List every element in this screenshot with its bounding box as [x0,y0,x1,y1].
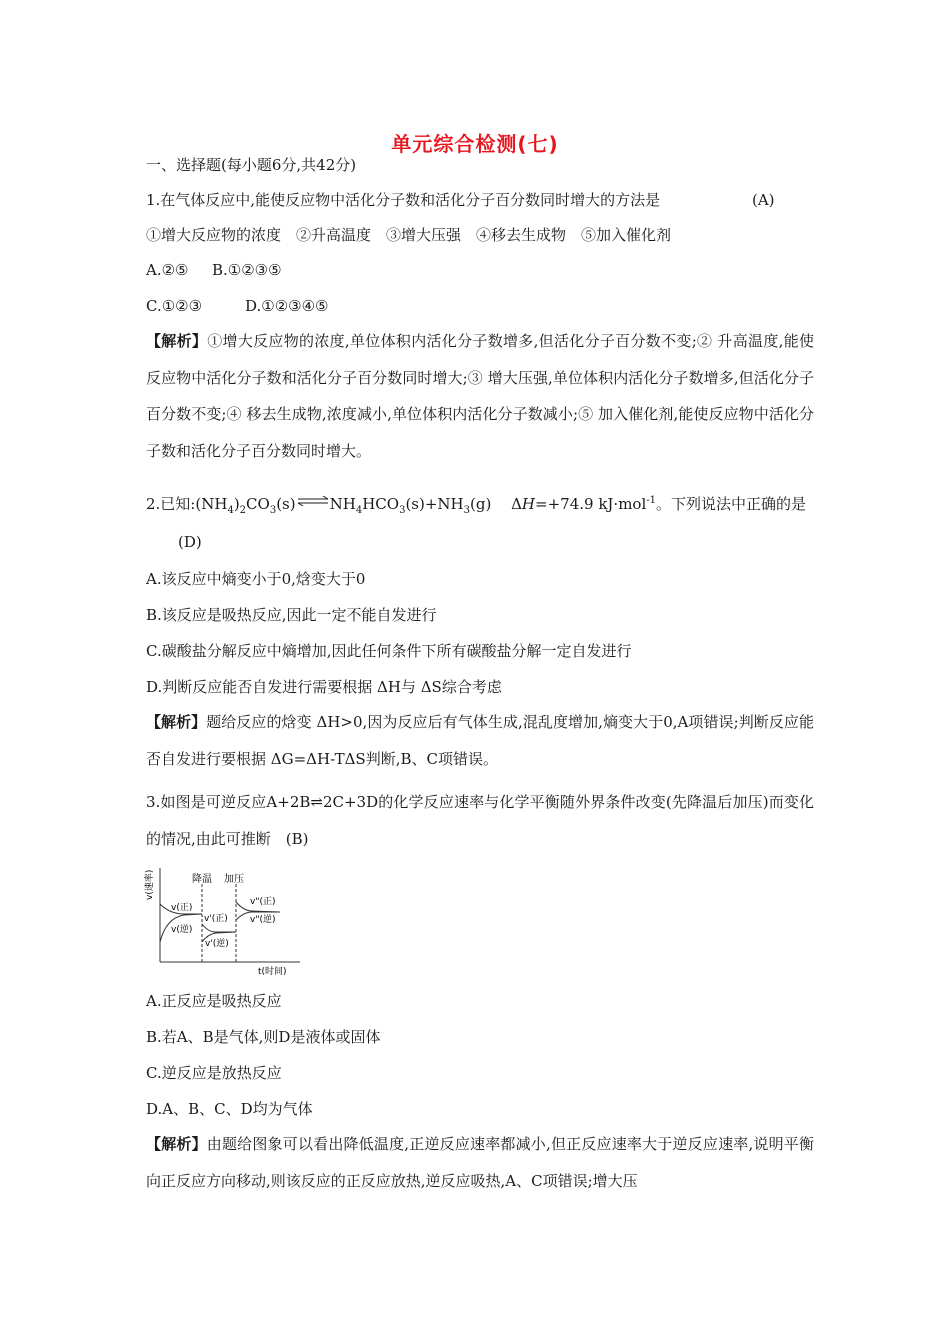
q2-analysis [146,704,814,777]
forward-rate-after-pressure-label: v"(正) [250,897,276,907]
q3-analysis-text: 由题给图象可以看出降低温度,正逆反应速率都减小,但正反应速率大于逆反应速率,说明平衡向正反应方向移动,则该反应的正反应放热,逆反应吸热,A、C项错误;增大压 [146,1135,814,1190]
q3-analysis-label: 【解析】 [146,1135,207,1153]
reverse-rate-after-pressure-label: v"(逆) [250,915,276,925]
q2-option-d: D.判断反应能否自发进行需要根据 ΔH与 ΔS综合考虑 [146,678,502,696]
q1-analysis-label: 【解析】 [146,332,208,350]
q2-option-a: A.该反应中熵变小于0,焓变大于0 [146,570,366,588]
pressure-label: 加压 [224,874,244,885]
q1-options-line: ①增大反应物的浓度 ②升高温度 ③增大压强 ④移去生成物 ⑤加入催化剂 [146,226,672,244]
q3-analysis [146,1126,814,1199]
q3-option-b: B.若A、B是气体,则D是液体或固体 [146,1028,381,1046]
equilibrium-arrow-icon [296,491,330,501]
forward-rate-label: v(正) [171,903,193,913]
q2-option-b: B.该反应是吸热反应,因此一定不能自发进行 [146,606,437,624]
q1-stem: 1.在气体反应中,能使反应物中活化分子数和活化分子百分数同时增大的方法是 [146,191,661,209]
q3-option-c: C.逆反应是放热反应 [146,1064,282,1082]
y-axis-label: v(速率) [145,869,155,900]
page-title: 单元综合检测(七) [391,132,559,156]
q2-analysis-text: 题给反应的焓变 ΔH>0,因为反应后有气体生成,混乱度增加,熵变大于0,A项错误;判断反应能否自发进行要根据 ΔG=ΔH-TΔS判断,B、C项错误。 [146,713,814,768]
q2-stem: 2.已知$:(NH_4)_2CO_3(s)$ $NH_4HCO_3(s)+NH_3(g)$ ΔH=+74.9 kJ·mol$^{-1}$。下列说法中正确的是 [146,494,806,514]
q1-analysis-text: ①增大反应物的浓度,单位体积内活化分子数增多,但活化分子百分数不变;② 升高温度,能使反应物中活化分子数和活化分子百分数同时增大;③ 增大压强,单位体积内活化分子数增多,但活化分子百分数不变;④ 移去生成物,浓度减小,单位体积内活化分子数减小;⑤ 加入催化剂,能使反应物中活化分子数和活化分子百分数同时增大。 [146,332,814,460]
q2-analysis-label: 【解析】 [146,713,207,731]
q3-option-d: D.A、B、C、D均为气体 [146,1100,313,1118]
q2-option-c: C.碳酸盐分解反应中熵增加,因此任何条件下所有碳酸盐分解一定自发进行 [146,642,632,660]
q2-answer: (D) [178,533,202,551]
reverse-rate-after-cooling-label: v'(逆) [205,939,229,949]
forward-rate-after-cooling-label: v'(正) [204,914,228,924]
reverse-rate-label: v(逆) [171,925,193,935]
q1-option-c: C.①②③ [146,297,203,315]
cooling-label: 降温 [192,874,212,885]
rate-time-graph [140,862,310,986]
q1-analysis [146,323,814,469]
x-axis-label: t(时间) [258,967,287,977]
forward-rate-after-cooling [202,924,236,932]
q1-option-b: B.①②③⑤ [212,261,282,279]
q3-stem: 3.如图是可逆反应A+2B⇌2C+3D的化学反应速率与化学平衡随外界条件改变(先降温后加压)而变化的情况,由此可推断 (B) [146,793,814,848]
section-heading: 一、选择题(每小题6分,共42分) [146,156,357,174]
q1-option-a: A.②⑤ [146,261,189,279]
q1-answer: (A) [752,191,775,209]
q1-option-d: D.①②③④⑤ [245,297,329,315]
q3-option-a: A.正反应是吸热反应 [146,992,282,1010]
